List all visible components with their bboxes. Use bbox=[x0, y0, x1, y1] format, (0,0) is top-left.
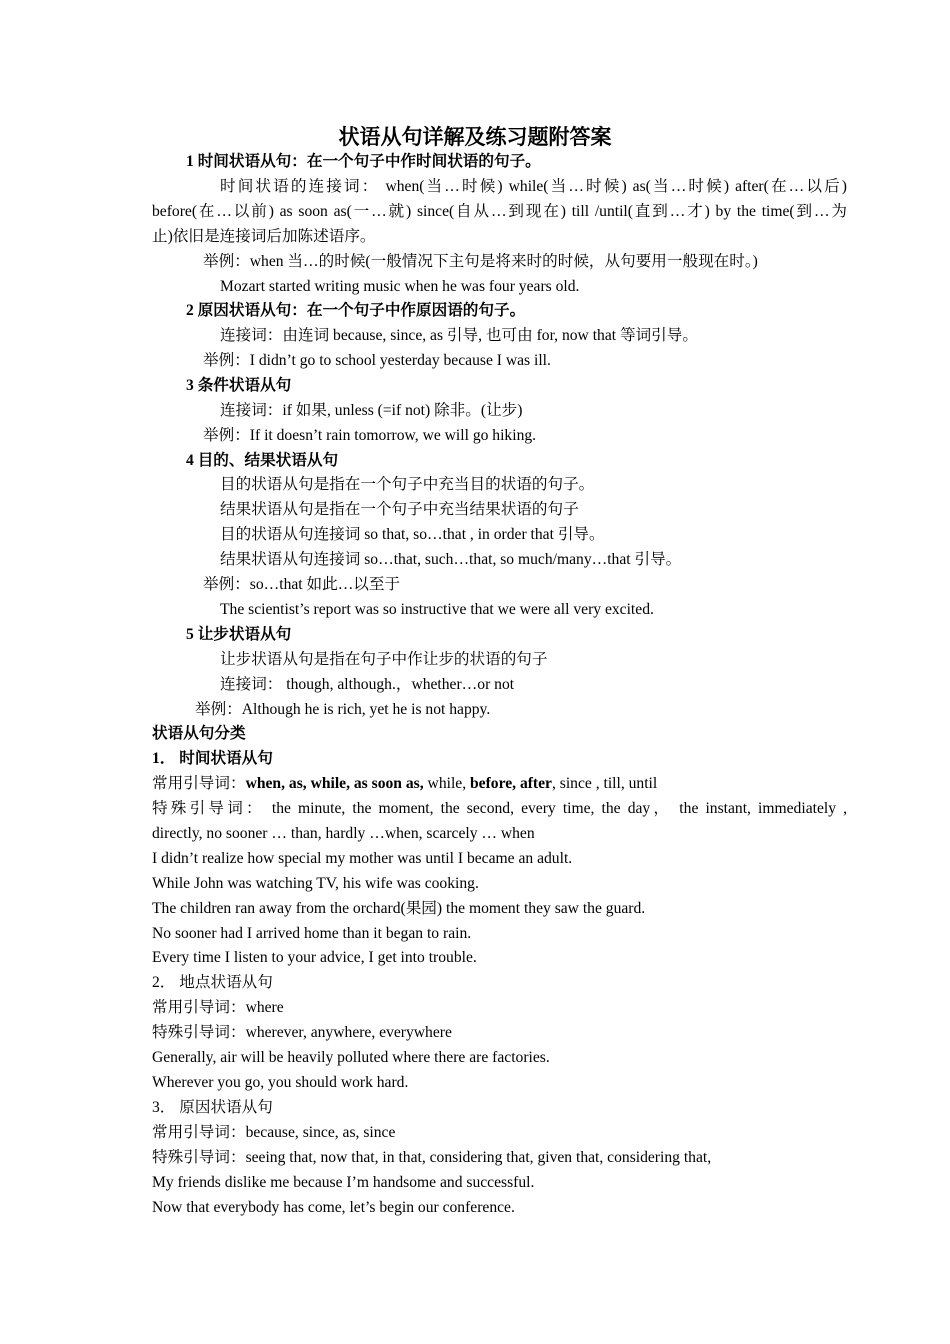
place-example-1: Generally, air will be heavily polluted where there are factories. bbox=[152, 1049, 550, 1066]
reason-example-2: Now that everybody has come, let’s begin our conference. bbox=[152, 1199, 515, 1216]
time-connectors-line-2: before(在…以前) as soon as(一…就) since(自从…到现在) till /until(直到…才) by the time(到…为 bbox=[152, 203, 847, 220]
reason-example: 举例：I didn’t go to school yesterday because I was ill. bbox=[203, 352, 551, 369]
time-example-5: Every time I listen to your advice, I get into trouble. bbox=[152, 949, 477, 966]
time-common-normal-2: , since , till, until bbox=[551, 775, 658, 792]
time-example-3: The children ran away from the orchard(果园) the moment they saw the guard. bbox=[152, 900, 646, 917]
reason-clause-heading: 3． 原因状语从句 bbox=[152, 1099, 273, 1116]
time-clause-heading: 1． 时间状语从句 bbox=[152, 750, 273, 767]
time-example-1: I didn’t realize how special my mother was until I became an adult. bbox=[152, 850, 573, 867]
section-heading-condition: 3 条件状语从句 bbox=[186, 377, 292, 394]
time-connectors-line-1: 时间状语的连接词： when(当…时候) while(当…时候) as(当…时候) after(在…以后) bbox=[220, 178, 847, 195]
section-heading-reason: 2 原因状语从句：在一个句子中作原因语的句子。 bbox=[186, 302, 526, 319]
time-example: Mozart started writing music when he was four years old. bbox=[220, 278, 580, 295]
result-connectors: 结果状语从句连接词 so…that, such…that, so much/many…that 引导。 bbox=[220, 551, 682, 568]
place-special-conjunctions: 特殊引导词：wherever, anywhere, everywhere bbox=[152, 1024, 452, 1041]
place-example-2: Wherever you go, you should work hard. bbox=[152, 1074, 409, 1091]
time-common-bold-1: when, as, while, as soon as, bbox=[245, 775, 424, 792]
time-common-bold-2: before, after bbox=[470, 775, 552, 792]
purpose-result-example: The scientist’s report was so instructive that we were all very excited. bbox=[220, 601, 654, 618]
condition-example: 举例：If it doesn’t rain tomorrow, we will go hiking. bbox=[203, 427, 537, 444]
purpose-definition: 目的状语从句是指在一个句子中充当目的状语的句子。 bbox=[220, 476, 595, 493]
purpose-connectors: 目的状语从句连接词 so that, so…that , in order that 引导。 bbox=[220, 526, 605, 543]
reason-common-conjunctions: 常用引导词：because, since, as, since bbox=[152, 1124, 396, 1141]
page-title: 状语从句详解及练习题附答案 bbox=[338, 125, 612, 149]
condition-connectors: 连接词：if 如果, unless (=if not) 除非。(让步) bbox=[220, 402, 523, 419]
purpose-result-example-label: 举例：so…that 如此…以至于 bbox=[203, 576, 401, 593]
section-heading-time: 1 时间状语从句：在一个句子中作时间状语的句子。 bbox=[186, 153, 541, 170]
time-example-4: No sooner had I arrived home than it began to rain. bbox=[152, 925, 472, 942]
time-common-conjunctions bbox=[152, 774, 657, 794]
result-definition: 结果状语从句是指在一个句子中充当结果状语的句子 bbox=[220, 501, 579, 518]
time-special-line-2: directly, no sooner … than, hardly …when, scarcely … when bbox=[152, 825, 535, 842]
time-example-2: While John was watching TV, his wife was cooking. bbox=[152, 875, 479, 892]
time-connectors-line-3: 止)依旧是连接词后加陈述语序。 bbox=[152, 228, 376, 245]
time-common-label: 常用引导词： bbox=[152, 775, 246, 792]
time-common-normal-1: while, bbox=[423, 775, 470, 792]
concession-definition: 让步状语从句是指在句子中作让步的状语的句子 bbox=[220, 651, 548, 668]
reason-connectors: 连接词：由连词 because, since, as 引导, 也可由 for, now that 等词引导。 bbox=[220, 327, 698, 344]
place-clause-heading: 2． 地点状语从句 bbox=[152, 974, 273, 991]
section-heading-concession: 5 让步状语从句 bbox=[186, 626, 292, 643]
reason-example-1: My friends dislike me because I’m handsome and successful. bbox=[152, 1174, 535, 1191]
time-example-label: 举例：when 当…的时候(一般情况下主句是将来时的时候，从句要用一般现在时。) bbox=[203, 253, 758, 270]
classification-heading: 状语从句分类 bbox=[152, 725, 246, 742]
time-special-line-1: 特殊引导词： the minute, the moment, the second, every time, the day， the instant, immediately , bbox=[152, 800, 847, 817]
section-heading-purpose-result: 4 目的、结果状语从句 bbox=[186, 452, 339, 469]
concession-connectors: 连接词： though, although.，whether…or not bbox=[220, 676, 515, 693]
reason-special-conjunctions: 特殊引导词：seeing that, now that, in that, considering that, given that, considering that, bbox=[152, 1149, 712, 1166]
concession-example: 举例：Although he is rich, yet he is not happy. bbox=[195, 701, 491, 718]
place-common-conjunctions: 常用引导词：where bbox=[152, 999, 284, 1016]
